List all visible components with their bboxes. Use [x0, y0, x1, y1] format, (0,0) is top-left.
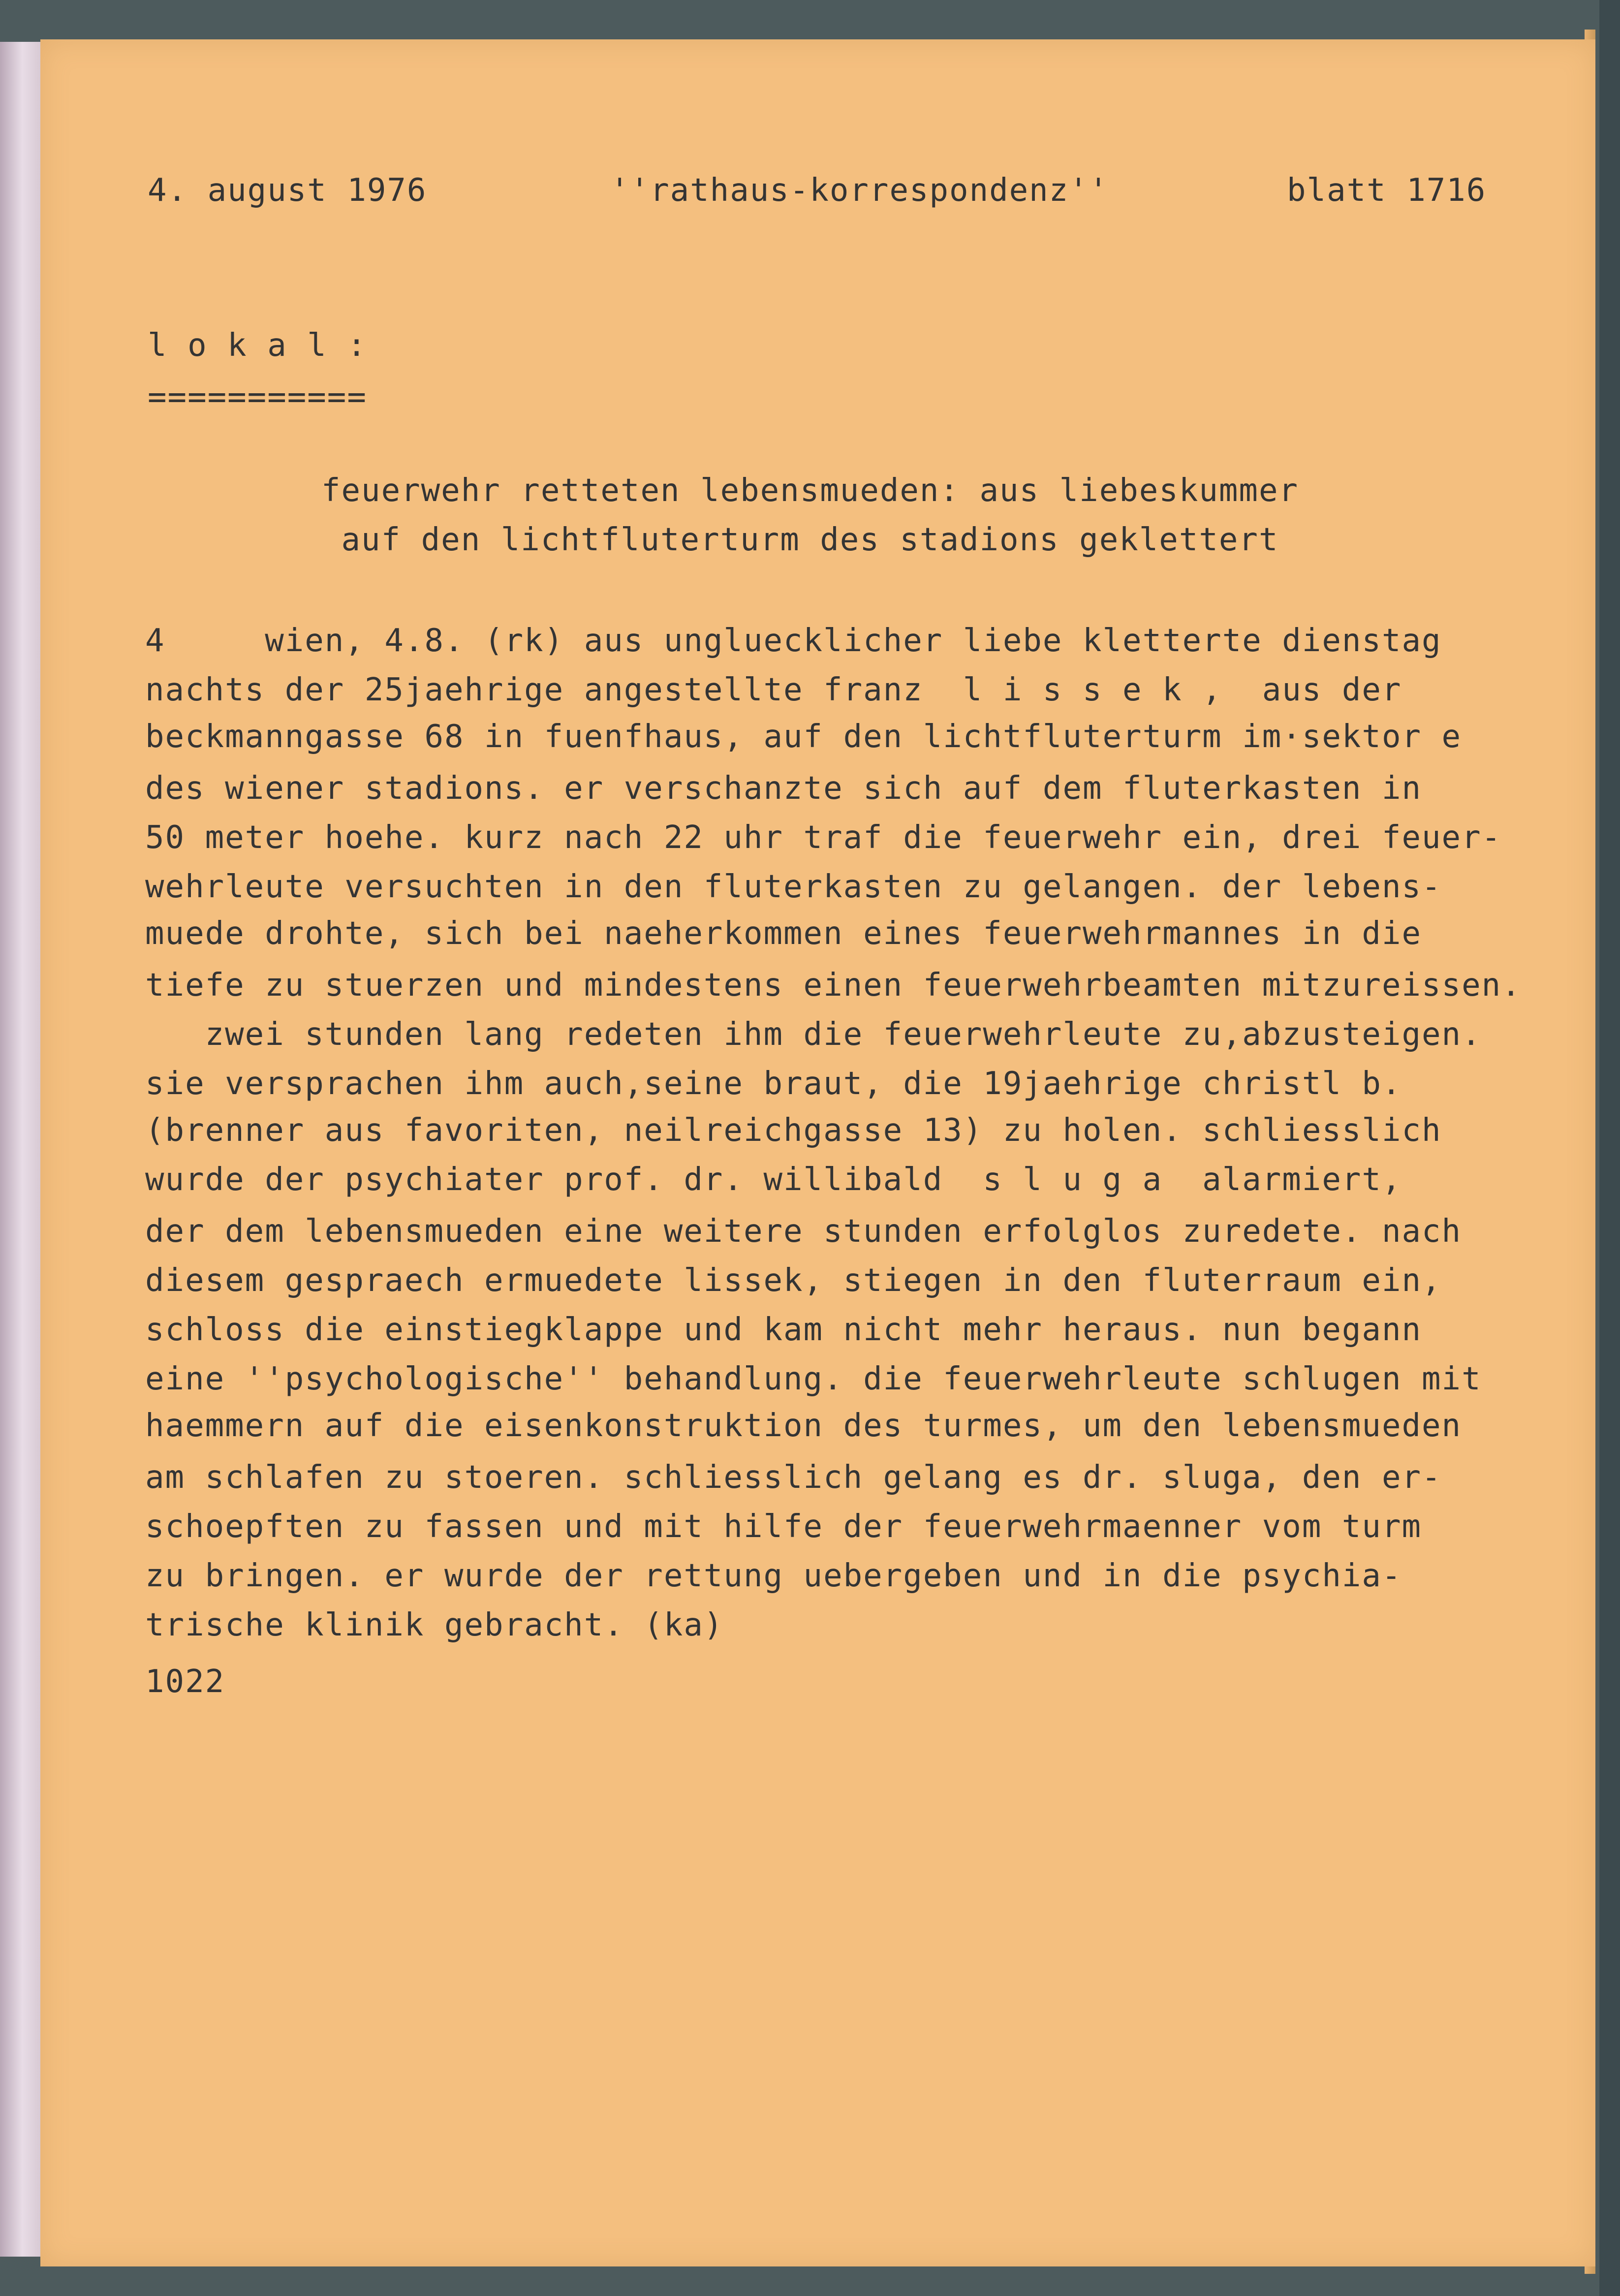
article-line: zu bringen. er wurde der rettung uebergeben und in die psychia-: [145, 1558, 1402, 1594]
section-underline: ===========: [148, 379, 367, 415]
section-label: l o k a l :: [148, 327, 367, 364]
binder-edge: [0, 42, 40, 2257]
article-line: tiefe zu stuerzen und mindestens einen feuerwehrbeamten mitzureissen.: [145, 967, 1522, 1004]
article-line: (brenner aus favoriten, neilreichgasse 13) zu holen. schliesslich: [145, 1112, 1442, 1149]
article-line: 4 wien, 4.8. (rk) aus ungluecklicher liebe kletterte dienstag: [145, 623, 1442, 659]
article-line: wurde der psychiater prof. dr. willibald s l u g a alarmiert,: [145, 1162, 1402, 1198]
article-line: schoepften zu fassen und mit hilfe der feuerwehrmaenner vom turm: [145, 1509, 1422, 1545]
header-sheet-number: blatt 1716: [1287, 172, 1487, 209]
article-line: trische klinik gebracht. (ka): [145, 1607, 724, 1643]
article-line: zwei stunden lang redeten ihm die feuerwehrleute zu,abzusteigen.: [145, 1016, 1482, 1053]
article-line: 50 meter hoehe. kurz nach 22 uhr traf die feuerwehr ein, drei feuer-: [145, 819, 1502, 856]
article-line: des wiener stadions. er verschanzte sich auf dem fluterkasten in: [145, 770, 1422, 807]
article-line: muede drohte, sich bei naeherkommen eines feuerwehrmannes in die: [145, 915, 1422, 952]
headline-line-2: auf den lichtfluterturm des stadions geklettert: [341, 522, 1279, 558]
article-line: haemmern auf die eisenkonstruktion des turmes, um den lebensmueden: [145, 1408, 1462, 1444]
article-line: nachts der 25jaehrige angestellte franz l i s s e k , aus der: [145, 672, 1402, 708]
header-date: 4. august 1976: [148, 172, 427, 209]
article-line: schloss die einstiegklappe und kam nicht mehr heraus. nun begann: [145, 1312, 1422, 1348]
article-line: am schlafen zu stoeren. schliesslich gelang es dr. sluga, den er-: [145, 1459, 1442, 1496]
article-line: der dem lebensmueden eine weitere stunden erfolglos zuredete. nach: [145, 1213, 1462, 1250]
article-line: sie versprachen ihm auch,seine braut, die 19jaehrige christl b.: [145, 1066, 1402, 1102]
article-line: wehrleute versuchten in den fluterkasten zu gelangen. der lebens-: [145, 869, 1442, 905]
article-line: diesem gespraech ermuedete lissek, stiegen in den fluterraum ein,: [145, 1262, 1442, 1299]
header-publication: ''rathaus-korrespondenz'': [610, 172, 1109, 209]
article-line: beckmanngasse 68 in fuenfhaus, auf den lichtfluterturm im·sektor e: [145, 719, 1462, 755]
article-line: eine ''psychologische'' behandlung. die feuerwehrleute schlugen mit: [145, 1361, 1482, 1397]
document-page: [40, 39, 1595, 2266]
footer-code: 1022: [145, 1664, 225, 1700]
headline-line-1: feuerwehr retteten lebensmueden: aus liebeskummer: [321, 472, 1299, 509]
